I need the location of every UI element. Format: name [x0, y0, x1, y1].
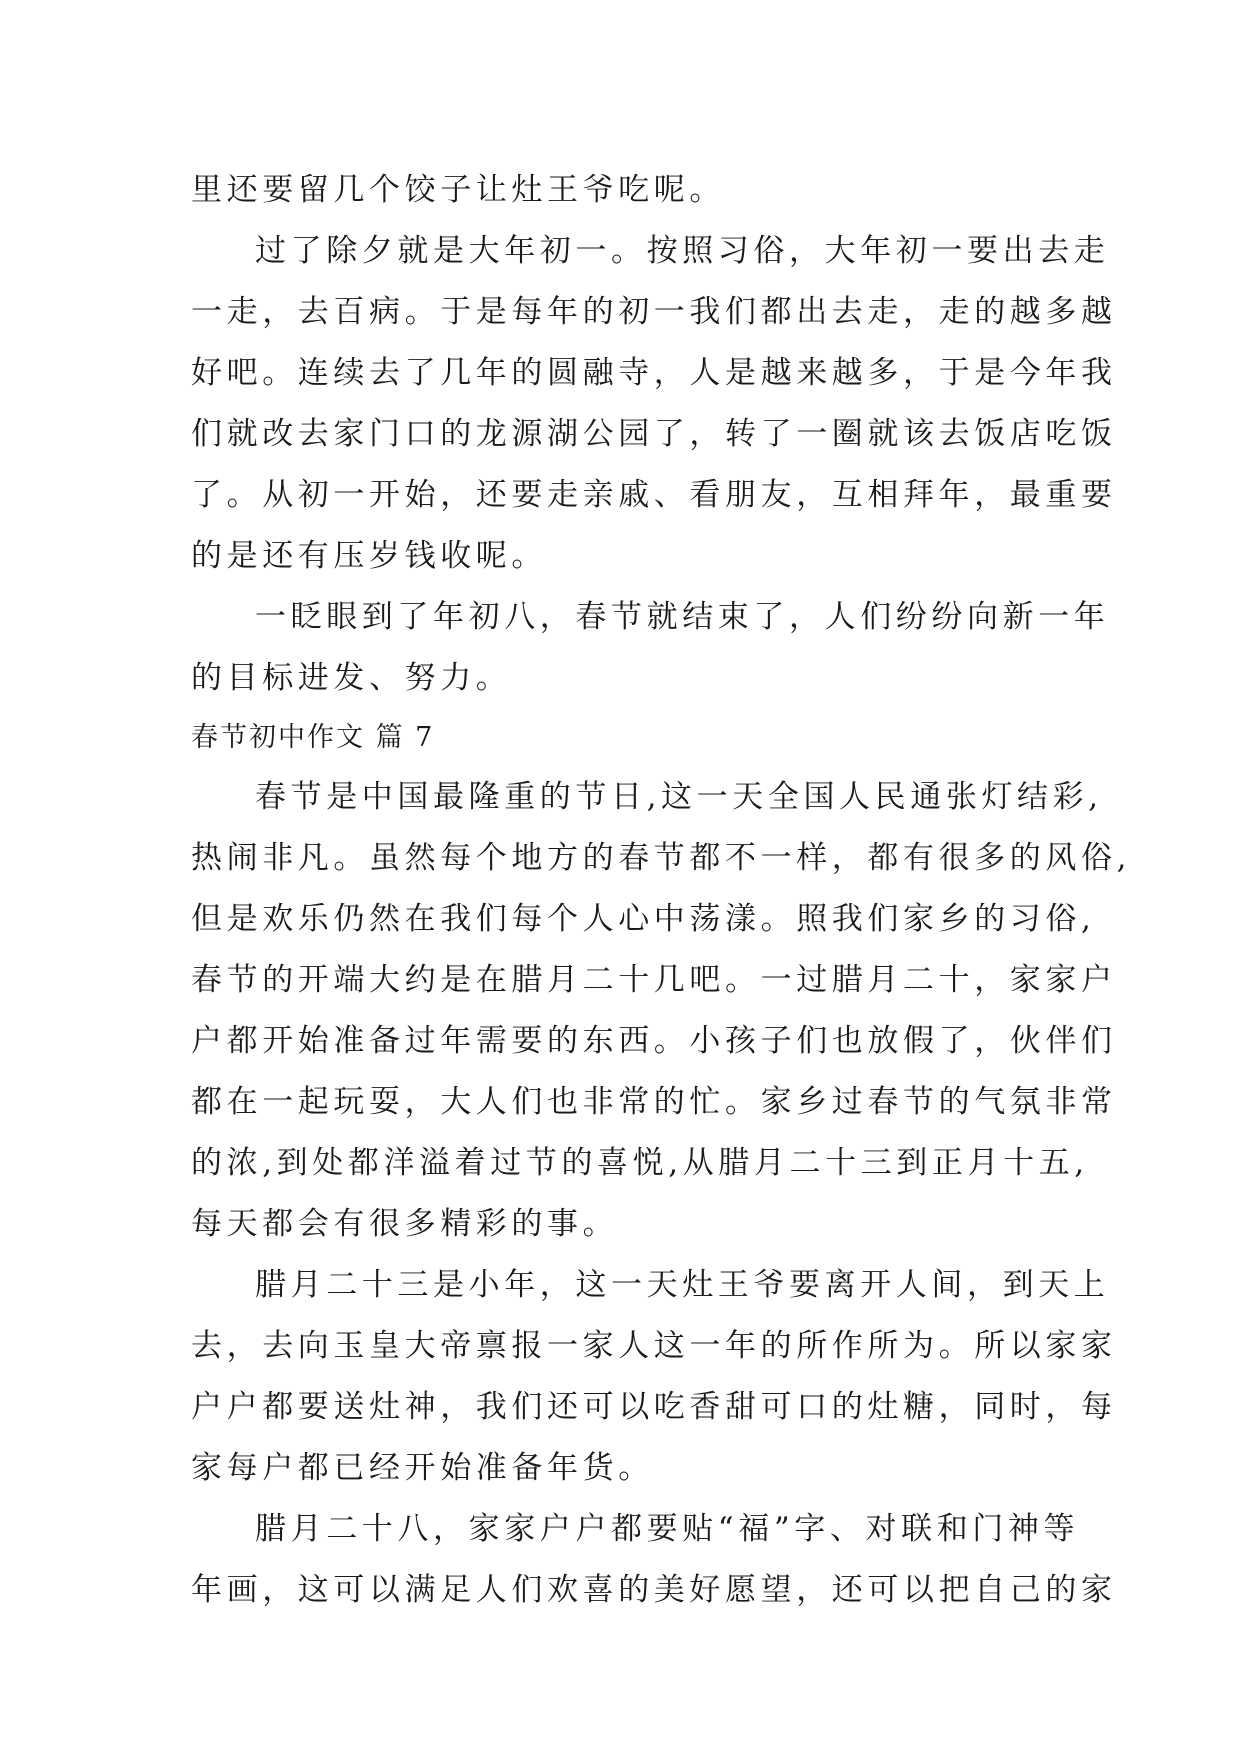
text-line: 家每户都已经开始准备年货。 — [191, 1450, 654, 1486]
paragraph-first-line: 腊月二十八，家家户户都要贴“福”字、对联和门神等 — [255, 1511, 1080, 1547]
text-line: 年画，这可以满足人们欢喜的美好愿望，还可以把自己的家 — [191, 1572, 1117, 1608]
text-line: 们就改去家门口的龙源湖公园了，转了一圈就该去饭店吃饭 — [191, 416, 1117, 452]
paragraph-first-line: 过了除夕就是大年初一。按照习俗，大年初一要出去走 — [255, 233, 1110, 269]
text-line: 去，去向玉皇大帝禀报一家人这一年的所作所为。所以家家 — [191, 1328, 1117, 1364]
text-line: 了。从初一开始，还要走亲戚、看朋友，互相拜年，最重要 — [191, 477, 1117, 513]
text-line: 的目标进发、努力。 — [191, 660, 512, 696]
paragraph-first-line: 春节是中国最隆重的节日,这一天全国人民通张灯结彩, — [255, 779, 1103, 815]
section-heading: 春节初中作文 篇 7 — [191, 722, 435, 753]
text-line: 户户都要送灶神，我们还可以吃香甜可口的灶糖，同时，每 — [191, 1389, 1117, 1425]
text-line: 里还要留几个饺子让灶王爷吃呢。 — [191, 172, 725, 208]
paragraph-first-line: 腊月二十三是小年，这一天灶王爷要离开人间，到天上 — [255, 1267, 1110, 1303]
text-line: 的浓,到处都洋溢着过节的喜悦,从腊月二十三到正月十五, — [191, 1145, 1089, 1181]
text-line: 春节的开端大约是在腊月二十几吧。一过腊月二十，家家户 — [191, 962, 1117, 998]
paragraph-first-line: 一眨眼到了年初八，春节就结束了，人们纷纷向新一年 — [255, 599, 1110, 635]
text-line: 好吧。连续去了几年的圆融寺，人是越来越多，于是今年我 — [191, 355, 1117, 391]
text-line: 每天都会有很多精彩的事。 — [191, 1206, 619, 1242]
text-line: 都在一起玩耍，大人们也非常的忙。家乡过春节的气氛非常 — [191, 1084, 1117, 1120]
text-line: 户都开始准备过年需要的东西。小孩子们也放假了，伙伴们 — [191, 1023, 1117, 1059]
text-line: 的是还有压岁钱收呢。 — [191, 538, 547, 574]
text-line: 热闹非凡。虽然每个地方的春节都不一样，都有很多的风俗, — [191, 840, 1132, 876]
text-line: 但是欢乐仍然在我们每个人心中荡漾。照我们家乡的习俗, — [191, 901, 1096, 937]
document-page — [191, 160, 1132, 1621]
text-line: 一走，去百病。于是每年的初一我们都出去走，走的越多越 — [191, 294, 1117, 330]
